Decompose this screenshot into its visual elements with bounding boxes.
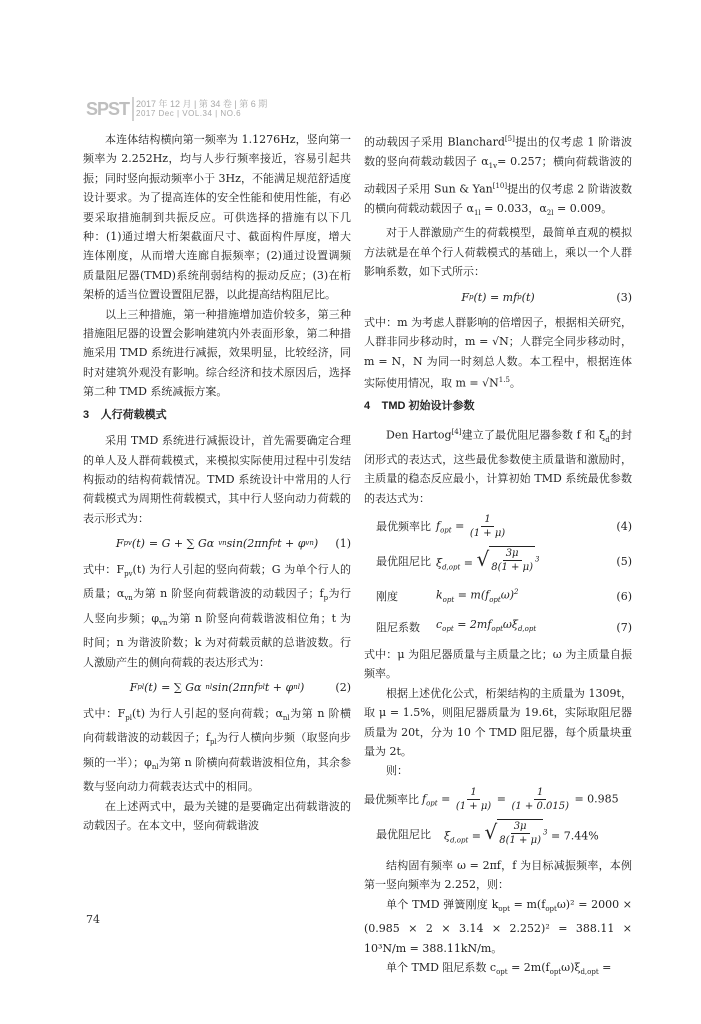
formula-damping-coefficient: 阻尼系数 $c_{opt} = 2mf_{opt}\omega\xi_{d,opt}$ (7) — [376, 618, 632, 634]
paragraph: 结构固有频率 ω = 2πf，f 为目标减振频率，本例第一竖向频率为 2.252，则： — [364, 858, 632, 892]
paragraph: 本连体结构横向第一频率为 1.1276Hz，竖向第一频率为 2.252Hz，均与人步行频率接近，容易引起共振；同时竖向振动频率小于 3Hz，不能满足规范舒适度设计要求。为了提高连体的安全性能和使用性能，有必要采取措施制到共振反应。可供选择的措施有以下几种：(1)通过增大桁架截面尺寸、截面构件厚度，增大连体刚度，从而增大连廊自振频率；(2)通过设置调频质量阻尼器(TMD)系统削弱结构的振动反应；(3)在桁架桥的适当位置设置阻尼器，以此提高结构阻尼比。 — [83, 133, 351, 302]
paragraph: 则： — [386, 764, 408, 778]
paragraph: 式中：μ 为阻尼器质量与主质量之比；ω 为主质量自振频率。 — [364, 647, 632, 681]
equation-number: (3) — [616, 290, 632, 304]
paragraph: 单个 TMD 阻尼系数 $c_{opt} = 2m(f_{opt}\omega)\xi_{d,opt}$ = — [386, 960, 612, 977]
formula-stiffness: 刚度 $k_{opt} = m(f_{opt}\omega)^2$ (6) — [376, 588, 632, 604]
equation-2: F pl ( t ) = ∑ Gα nl sin(2πnf pl t + φ nl ) (2) — [83, 678, 351, 697]
paragraph: 采用 TMD 系统进行减振设计，首先需要确定合理的单人及人群荷载模式，来模拟实际使用过程中引发结构振动的结构荷载情况。TMD 系统设计中常用的人行荷载模式为周期性荷载模式，其中行人竖向动力荷载的表示形式为： — [83, 434, 351, 525]
page-number: 74 — [86, 913, 100, 926]
section-heading: 3 人行荷载模式 — [83, 408, 167, 421]
journal-logo: SPST — [86, 97, 134, 121]
paragraph: 根据上述优化公式，桁架结构的主质量为 1309t，取 μ = 1.5%，则阻尼器质量为 19.6t，实际取阻尼器质量为 20t，分为 10 个 TMD 阻尼器，每个质量块重量为 2t。 — [364, 686, 632, 758]
paragraph: 式中：m 为考虑人群影响的倍增因子，根据相关研究，人群非同步移动时，m = √N；人群完全同步移动时，m = N，N 为同一时刻总人数。本工程中，根据连体实际使用情况，取 $m = √N^{1.5}$。 — [364, 315, 632, 390]
formula-optimal-frequency: 最优频率比 $f_{opt}$ = $\frac{1}{(1 + \mu)}$ (4) — [376, 514, 632, 540]
issue-line-en: 2017 Dec | VOL.34 | NO.6 — [136, 109, 242, 118]
equation-number: (2) — [335, 681, 351, 695]
paragraph: 以上三种措施，第一种措施增加造价较多，第三种措施阻尼器的设置会影响建筑内外表面形象，第二种措施采用 TMD 系统进行减振，效果明显，比较经济，同时对建筑外观没有影响。综合经济和技术原因后，选择第二种 TMD 系统减振方案。 — [83, 307, 351, 399]
right-column — [364, 130, 632, 983]
calc-optimal-frequency: 最优频率比 $f_{opt}$ = $\frac{1}{(1 + \mu)}$ = $\frac{1}{(1 + 0.015)}$ = 0.985 — [364, 786, 619, 812]
equation-3: F p (t) = mf p (t) (3) — [364, 288, 632, 307]
paragraph: 对于人群激励产生的荷载模型，最简单直观的模拟方法就是在单个行人荷载模式的基础上，乘以一个人群影响系数，如下式所示： — [364, 226, 632, 279]
paragraph: 单个 TMD 弹簧刚度 $k_{opt} = m(f_{opt}\omega)^2 = 2000 \times (0.985 \times 2 \times 3.14 \times 2.252)^2 = 388.11 \times 10^3N/m = 388.11kN/m$。 — [364, 897, 633, 955]
paragraph: 在上述两式中，最为关键的是要确定出荷载谐波的动载因子。在本文中，竖向荷载谐波 — [83, 799, 351, 833]
paragraph: 式中：$F_{pl}(t)$ 为行人引起的竖向荷载；$\alpha_{nl}$为第 n 阶横向荷载谐波的动载因子；$f_{pl}$为行人横向步频（取竖向步频的一半）；$\varphi_{nl}$为第 n 阶横向荷载谐波相位角，其余参数与竖向动力荷载表达式中的相同。 — [83, 706, 352, 794]
paragraph: 式中：$F_{pv}(t)$ 为行人引起的竖向荷载；G 为单个行人的质量；$\alpha_{vn}$为第 n 阶竖向荷载谐波的动载因子；$f_p$为行人竖向步频；$\varphi_{vn}$为第 n 阶竖向荷载谐波相位角；t 为时间；n 为谐波阶数；k 为对荷载贡献的总谐波数。行人激励产生的侧向荷载的表达形式为： — [83, 562, 352, 669]
calc-optimal-damping: 最优阻尼比 $\xi_{d,opt}$ = √ $\frac{3\mu}{8(1 + \mu)}$ $^3$ = 7.44% — [376, 820, 599, 846]
equation-1: F pv ( t ) = G + ∑ Gα vn sin(2πnf p t + φ vn ) (1) — [83, 534, 351, 553]
journal-header — [86, 95, 646, 125]
formula-optimal-damping: 最优阻尼比 $\xi_{d,opt}$ = √ $\frac{3\mu}{8(1 + \mu)}$ $^3$ (5) — [376, 547, 632, 574]
left-column — [83, 130, 351, 836]
paragraph: 的动载因子采用 Blanchard[5]提出的仅考虑 1 阶谐波数的竖向荷载动载因子 $\alpha_{1v}= 0.257$；横向荷载谐波的动载因子采用 Sun & Yan[10]提出的仅考虑 2 阶谐波数的横向荷载动载因子 $\alpha_{1l} = 0.033$，$\alpha_{2l} = 0.009$。 — [364, 135, 632, 217]
paragraph: Den Hartog[4]建立了最优阻尼器参数 f 和 $\xi_d$的封闭形式的表达式，这些最优参数使主质量谐和激励时，主质量的稳态反应最小，计算初始 TMD 系统最优参数的表达式为： — [364, 427, 633, 505]
issue-line-cn: 2017 年 12 月 | 第 34 卷 | 第 6 期 — [136, 99, 268, 109]
section-heading: 4 TMD 初始设计参数 — [364, 400, 475, 413]
equation-number: (1) — [335, 537, 351, 551]
